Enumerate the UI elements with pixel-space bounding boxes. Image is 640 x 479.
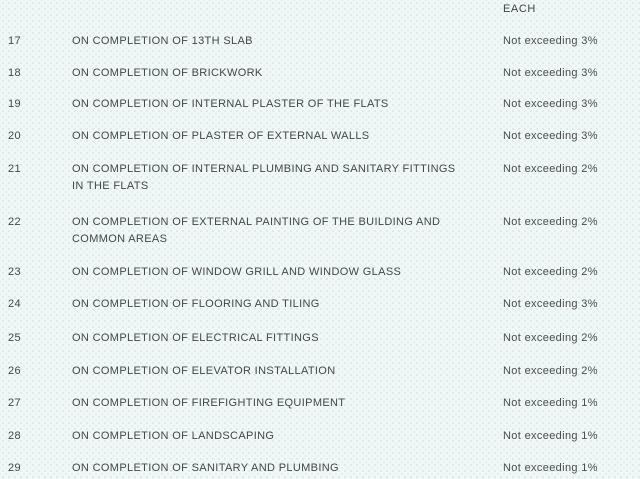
row-number: 24 <box>8 298 21 310</box>
row-limit: Not exceeding 2% <box>503 365 598 377</box>
row-description: ON COMPLETION OF PLASTER OF EXTERNAL WALLS <box>72 130 370 142</box>
row-number: 28 <box>8 430 21 442</box>
row-limit: Not exceeding 3% <box>503 35 598 47</box>
row-description: ON COMPLETION OF BRICKWORK <box>72 67 263 79</box>
row-number: 23 <box>8 266 21 278</box>
row-limit: Not exceeding 2% <box>503 216 598 228</box>
row-description: ON COMPLETION OF EXTERNAL PAINTING OF THE BUILDING AND COMMON AREAS <box>72 216 441 245</box>
row-limit: Not exceeding 1% <box>503 462 598 474</box>
row-number: 19 <box>8 98 21 110</box>
row-description: ON COMPLETION OF FLOORING AND TILING <box>72 298 320 310</box>
row-description: ON COMPLETION OF ELECTRICAL FITTINGS <box>72 332 319 344</box>
row-description: ON COMPLETION OF INTERNAL PLUMBING AND SANITARY FITTINGS IN THE FLATS <box>72 163 456 192</box>
row-description: ON COMPLETION OF INTERNAL PLASTER OF THE FLATS <box>72 98 389 110</box>
row-number: 20 <box>8 130 21 142</box>
row-limit: Not exceeding 3% <box>503 98 598 110</box>
row-description: ON COMPLETION OF WINDOW GRILL AND WINDOW GLASS <box>72 266 402 278</box>
row-description: ON COMPLETION OF ELEVATOR INSTALLATION <box>72 365 336 377</box>
row-number: 18 <box>8 67 21 79</box>
row-limit: Not exceeding 2% <box>503 332 598 344</box>
row-description: ON COMPLETION OF FIREFIGHTING EQUIPMENT <box>72 397 346 409</box>
row-description: ON COMPLETION OF 13TH SLAB <box>72 35 253 47</box>
row-limit: Not exceeding 3% <box>503 67 598 79</box>
row-number: 26 <box>8 365 21 377</box>
row-limit: Not exceeding 3% <box>503 298 598 310</box>
row-number: 22 <box>8 216 21 228</box>
row-number: 27 <box>8 397 21 409</box>
row-number: 21 <box>8 163 21 175</box>
column-header-each: EACH <box>503 3 536 15</box>
row-number: 25 <box>8 332 21 344</box>
row-description: ON COMPLETION OF SANITARY AND PLUMBING <box>72 462 339 474</box>
row-number: 29 <box>8 462 21 474</box>
row-limit: Not exceeding 2% <box>503 266 598 278</box>
row-limit: Not exceeding 2% <box>503 163 598 175</box>
row-description: ON COMPLETION OF LANDSCAPING <box>72 430 275 442</box>
row-number: 17 <box>8 35 21 47</box>
row-limit: Not exceeding 1% <box>503 397 598 409</box>
row-limit: Not exceeding 1% <box>503 430 598 442</box>
row-limit: Not exceeding 3% <box>503 130 598 142</box>
